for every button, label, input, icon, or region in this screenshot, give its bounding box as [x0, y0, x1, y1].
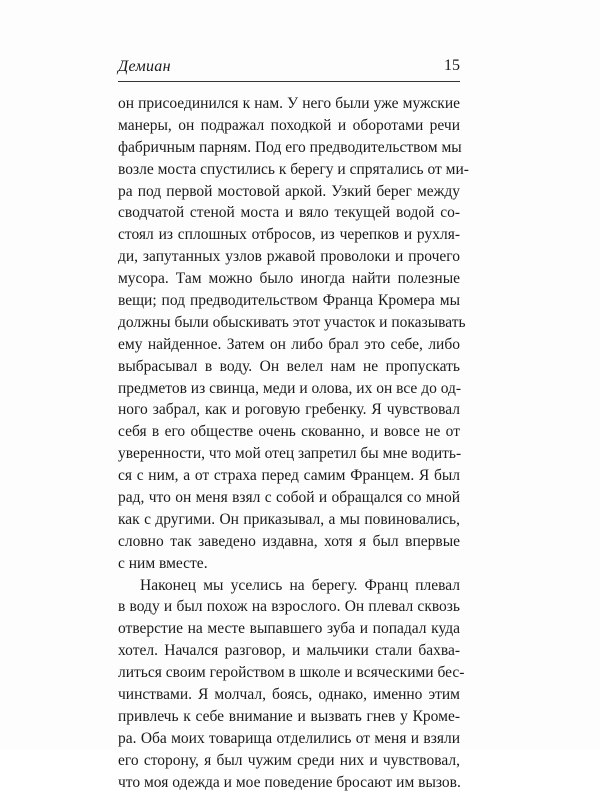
- text-line: ди, запутанных узлов ржавой проволоки и прочего: [118, 248, 460, 266]
- paragraph-1: [118, 93, 469, 575]
- text-line: ему найденное. Затем он либо брал это себе, либо: [118, 335, 460, 353]
- text-line: должны были обыскивать этот участок и показывать: [118, 313, 466, 331]
- text-line: ного забрал, как и роговую гребенку. Я чувствовал: [118, 401, 460, 419]
- header-rule: [118, 81, 460, 82]
- paragraph-2: [118, 575, 465, 794]
- text-line: стоял из сплошных отбросов, из черепков и рухля-: [118, 226, 460, 244]
- text-line: выбрасывал в воду. Он велел нам не пропускать: [118, 357, 460, 375]
- text-line: манеры, он подражал походкой и оборотами речи: [118, 116, 460, 134]
- text-line: мусора. Там можно было иногда найти полезные: [118, 270, 460, 288]
- text-line: отверстие на месте выпавшего зуба и попадал куда: [118, 620, 460, 638]
- text-line: он присоединился к нам. У него были уже мужские: [118, 95, 460, 112]
- text-line: его сторону, я был чужим среди них и чувствовал,: [118, 751, 460, 769]
- text-line: себя в его обществе очень скованно, и вовсе не от: [118, 423, 460, 441]
- body-text: [118, 93, 469, 794]
- text-line: что моя одежда и мое поведение бросают им вызов.: [118, 773, 461, 791]
- text-line: как с другими. Он приказывал, а мы повиновались,: [118, 510, 460, 528]
- text-line: предметов из свинца, меди и олова, их он все до од-: [118, 379, 462, 397]
- text-line: рад, что он меня взял с собой и обращался со мной: [118, 489, 460, 507]
- text-line: вещи; под предводительством Франца Кромера мы: [118, 292, 460, 310]
- text-line: чинствами. Я молчал, боясь, однако, именно этим: [118, 686, 460, 704]
- page-number: 15: [444, 57, 460, 74]
- text-line: словно так заведено издавна, хотя я был впервые: [118, 532, 460, 550]
- text-line: фабричным парням. Под его предводительством мы: [118, 138, 462, 156]
- text-line: литься своим геройством в школе и всяческими бес-: [118, 664, 465, 682]
- text-line: ра. Оба моих товарища отделились от меня и взяли: [118, 729, 460, 747]
- text-line: ра под первой мостовой аркой. Узкий берег между: [118, 182, 460, 200]
- text-line: с ним вместе.: [118, 554, 208, 572]
- text-line: уверенности, что мой отец запретил бы мне водить-: [118, 445, 462, 463]
- text-line: ся с ним, а от страха перед самим Францем. Я был: [118, 467, 460, 485]
- running-head: [118, 54, 460, 80]
- text-line: возле моста спустились к берегу и спрятались от ми-: [118, 160, 469, 178]
- text-line: в воду и был похож на взрослого. Он плевал сквозь: [118, 598, 460, 616]
- text-line: хотел. Начался разговор, и мальчики стали бахва-: [118, 642, 460, 660]
- text-line: сводчатой стеной моста и вяло текущей водой со-: [118, 204, 460, 222]
- text-line: привлечь к себе внимание и вызвать гнев у Кроме-: [118, 707, 460, 725]
- book-title: Демиан: [118, 58, 171, 75]
- text-line: Наконец мы уселись на берегу. Франц плевал: [140, 576, 460, 594]
